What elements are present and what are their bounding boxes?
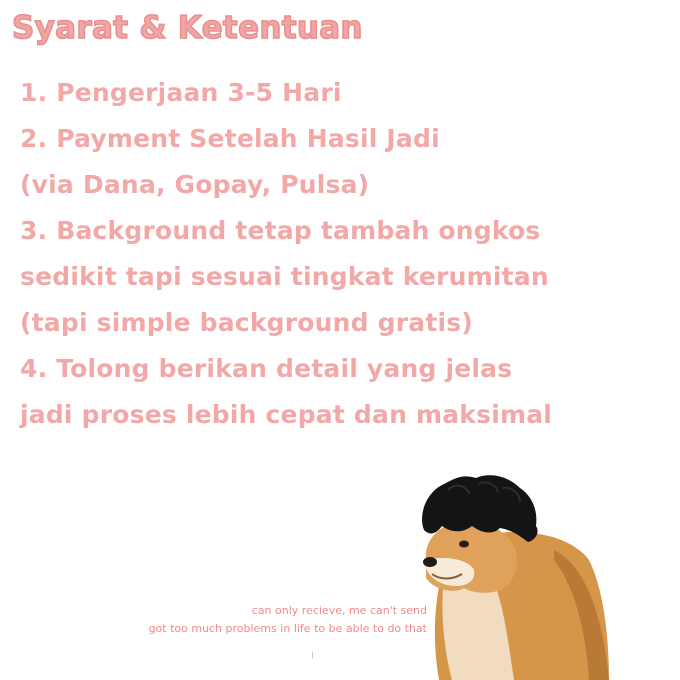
- caption-line-1: can only recieve, me can't send: [251, 604, 427, 617]
- term-line: sedikit tapi sesuai tingkat kerumitan: [20, 262, 549, 291]
- caption-line-2: got too much problems in life to be able to do that: [148, 622, 427, 635]
- divider-mark: [312, 652, 313, 659]
- term-line: (tapi simple background gratis): [20, 308, 473, 337]
- term-line: jadi proses lebih cepat dan maksimal: [20, 400, 553, 429]
- term-line: 1. Pengerjaan 3-5 Hari: [20, 78, 342, 107]
- page-title: Syarat & Ketentuan: [12, 10, 363, 46]
- term-line: 3. Background tetap tambah ongkos: [20, 216, 541, 245]
- meme-caption: [149, 602, 427, 638]
- term-line: (via Dana, Gopay, Pulsa): [20, 170, 370, 199]
- term-line: 2. Payment Setelah Hasil Jadi: [20, 124, 440, 153]
- doge-meme-image: [404, 470, 614, 680]
- term-line: 4. Tolong berikan detail yang jelas: [20, 354, 513, 383]
- terms-list: [20, 70, 552, 438]
